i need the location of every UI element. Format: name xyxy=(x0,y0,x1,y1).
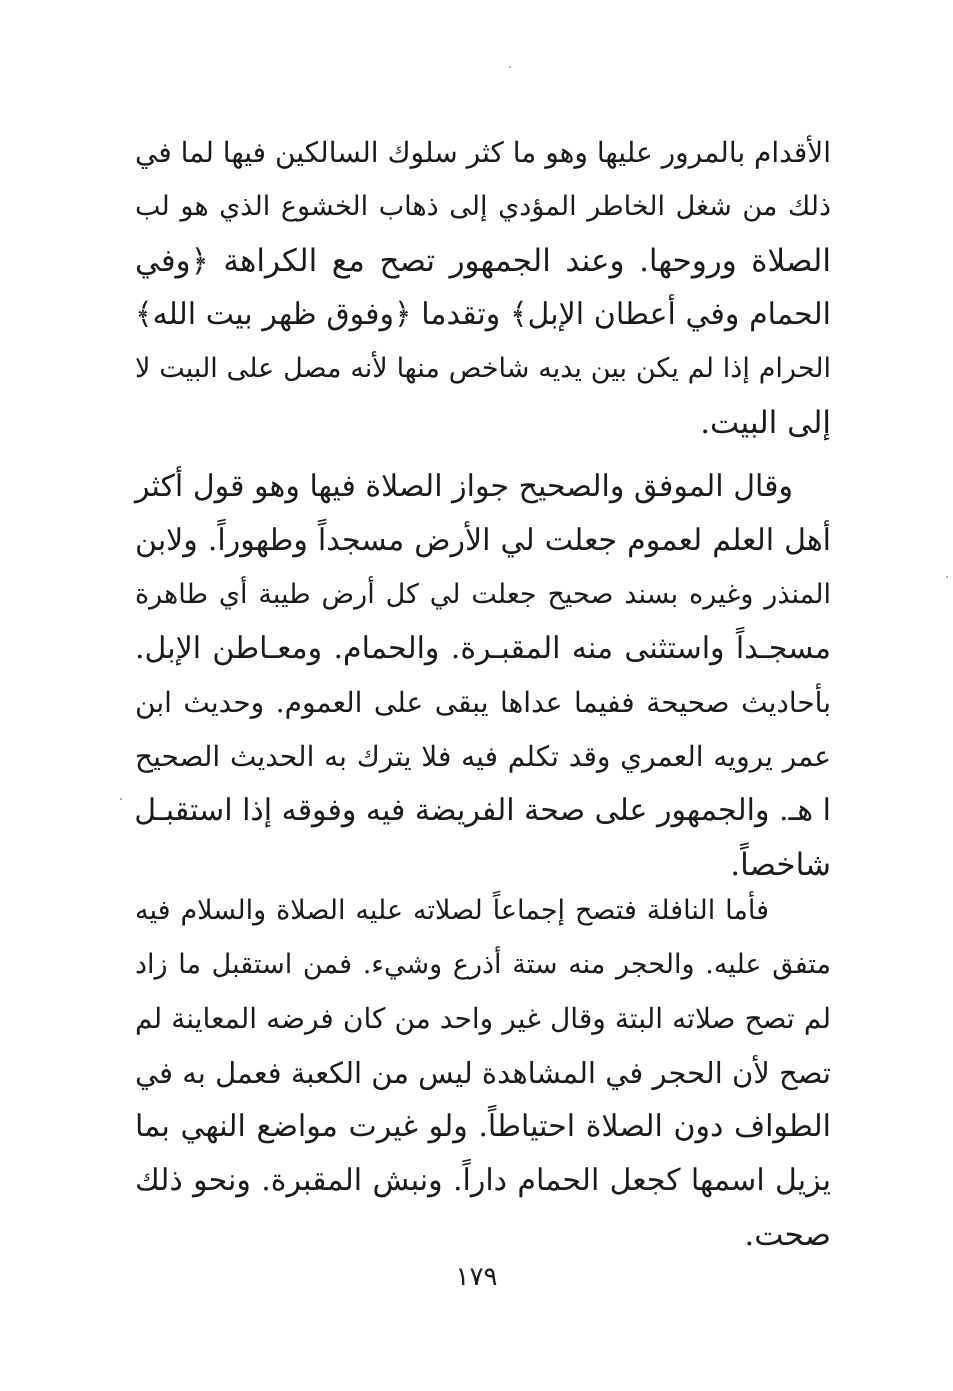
text-line: تصح لأن الحجر في المشاهدة ليس من الكعبة فعمل به في xyxy=(135,1056,831,1090)
text-line: يزيل اسمها كجعل الحمام داراً. ونبش المقبرة. ونحو ذلك xyxy=(135,1163,831,1198)
text-line: متفق عليه. والحجر منه ستة أذرع وشيء. فمن استقبل ما زاد xyxy=(135,949,831,980)
paragraph-3 xyxy=(135,884,831,1262)
text-line: لم تصح صلاته البتة وقال غير واحد من كان فرضه المعاينة لم xyxy=(135,1002,831,1035)
paragraph-2 xyxy=(135,460,831,892)
text-line: عمر يرويه العمري وقد تكلم فيه فلا يترك به الحديث الصحيح xyxy=(135,740,831,773)
text-line: الأقدام بالمرور عليها وهو ما كثر سلوك السالكين فيها لما في xyxy=(135,136,832,169)
text-line: الطواف دون الصلاة احتياطاً. ولو غيرت مواضع النهي بما xyxy=(135,1109,831,1144)
text-line: إلى البيت. xyxy=(700,405,831,441)
text-line: الحمام وفي أعطان الإبل﴾ وتقدما ﴿وفوق ظهر بيت الله﴾ xyxy=(135,297,831,332)
text-line: مسجـداً واستثنى منه المقبـرة. والحمام. ومعـاطن الإبل. xyxy=(135,631,831,666)
scan-speck xyxy=(946,576,948,578)
text-line: الحرام إذا لم يكن بين يديه شاخص منها لأنه مصل على البيت لا xyxy=(135,353,831,384)
text-line: فأما النافلة فتصح إجماعاً لصلاته عليه الصلاة والسلام فيه xyxy=(135,895,769,926)
text-line: المنذر وغيره بسند صحيح جعلت لي كل أرض طيبة أي طاهرة xyxy=(135,579,831,610)
page-number: ١٧٩ xyxy=(455,1262,498,1292)
text-line: شاخصاً. xyxy=(730,847,831,883)
text-line: ا هـ. والجمهور على صحة الفريضة فيه وفوقه إذا استقبـل xyxy=(134,793,831,828)
text-line: الصلاة وروحها. وعند الجمهور تصح مع الكراهة ﴿وفي xyxy=(135,243,831,279)
text-line: ذلك من شغل الخاطر المؤدي إلى ذهاب الخشوع الذي هو لب xyxy=(135,191,831,222)
text-line: بأحاديث صحيحة ففيما عداها يبقى على العموم. وحديث ابن xyxy=(135,686,831,719)
text-line: وقال الموفق والصحيح جواز الصلاة فيها وهو قول أكثر xyxy=(135,469,793,504)
text-line: أهل العلم لعموم جعلت لي الأرض مسجداً وطهوراً. ولابن xyxy=(135,523,831,558)
text-line: صحت. xyxy=(744,1217,831,1253)
scan-speck xyxy=(509,66,511,68)
paragraph-1 xyxy=(135,126,831,450)
scan-speck xyxy=(120,798,122,800)
